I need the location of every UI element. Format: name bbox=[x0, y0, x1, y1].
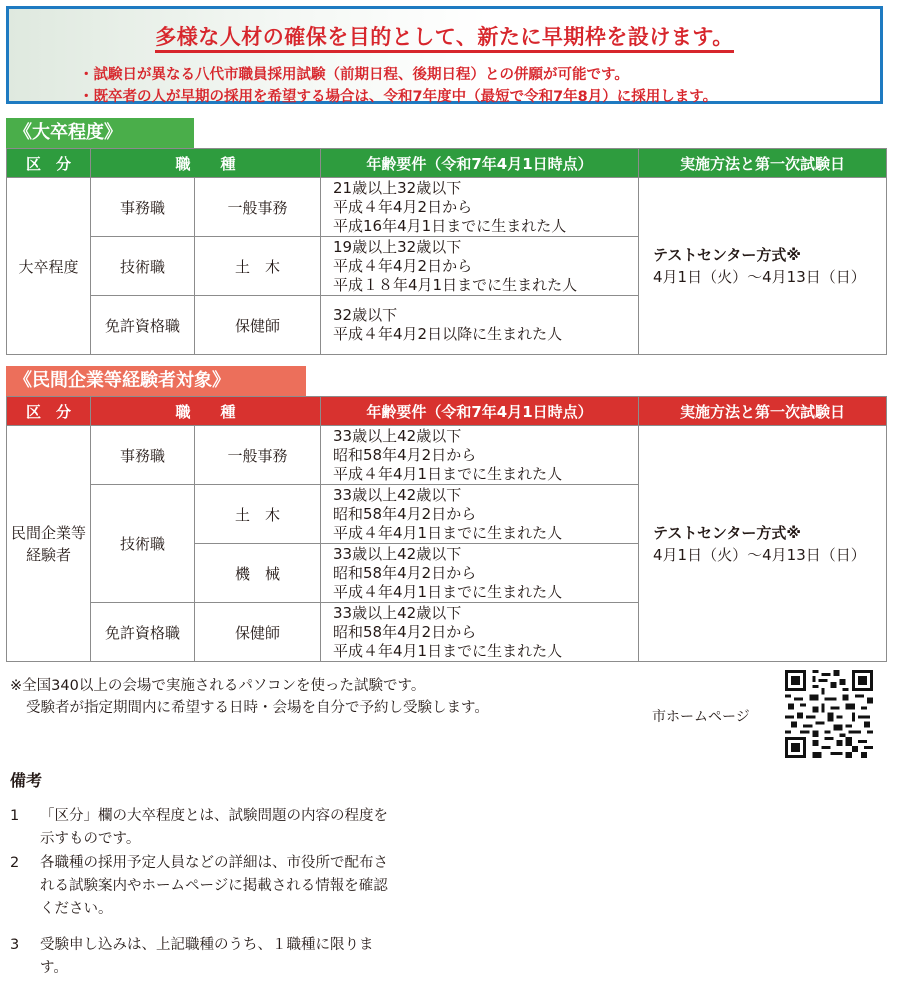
table-header-row bbox=[7, 397, 887, 426]
age-requirement-cell bbox=[321, 603, 639, 662]
job-type-cell: 保健師 bbox=[195, 296, 321, 355]
age-requirement-cell bbox=[321, 544, 639, 603]
req-line: 32歳以下 bbox=[333, 306, 398, 324]
remark-number: 3 bbox=[10, 937, 20, 953]
req-line: 33歳以上42歳以下 bbox=[333, 485, 462, 504]
remark-text: 受験申し込みは、上記職種のうち、１職種に限ります。 bbox=[40, 937, 374, 976]
job-group-cell: 技術職 bbox=[91, 485, 195, 603]
age-requirement-cell bbox=[321, 426, 639, 485]
req-line: 平成４年4月2日以降に生まれた人 bbox=[333, 325, 563, 343]
homepage-label: 市ホームページ bbox=[652, 709, 750, 725]
job-type-cell: 一般事務 bbox=[195, 426, 321, 485]
job-type-cell: 土 木 bbox=[195, 485, 321, 544]
age-requirement-cell bbox=[321, 296, 639, 355]
header-category: 区 分 bbox=[7, 397, 91, 426]
req-line: 昭和58年4月2日から bbox=[333, 504, 477, 523]
banner-line-2: ・既卒者の人が早期の採用を希望する場合は、令和7年度中（最短で令和7年8月）に採用します。 bbox=[79, 89, 718, 105]
header-method: 実施方法と第一次試験日 bbox=[639, 397, 887, 426]
category-line: 経験者 bbox=[25, 545, 71, 564]
req-line: 平成４年4月1日までに生まれた人 bbox=[333, 464, 563, 483]
req-line: 平成４年4月2日から bbox=[333, 197, 473, 216]
req-line: 昭和58年4月2日から bbox=[333, 622, 477, 641]
job-group-cell: 事務職 bbox=[91, 178, 195, 237]
header-category: 区 分 bbox=[7, 149, 91, 178]
section-tab-private-sector: 《民間企業等経験者対象》 bbox=[6, 366, 306, 396]
req-line: 平成16年4月1日までに生まれた人 bbox=[333, 216, 567, 235]
remarks-title: 備考 bbox=[10, 771, 43, 790]
req-line: 33歳以上42歳以下 bbox=[333, 603, 462, 622]
age-requirement-cell bbox=[321, 178, 639, 237]
req-line: 昭和58年4月2日から bbox=[333, 563, 477, 582]
private-sector-table bbox=[6, 396, 887, 662]
job-group-cell: 免許資格職 bbox=[91, 296, 195, 355]
req-line: 21歳以上32歳以下 bbox=[333, 178, 462, 197]
header-job-type: 職 種 bbox=[91, 149, 321, 178]
req-line: 33歳以上42歳以下 bbox=[333, 544, 462, 563]
qr-code-icon[interactable] bbox=[785, 670, 873, 758]
banner-title: 多様な人材の確保を目的として、新たに早期枠を設けます。 bbox=[9, 21, 880, 51]
table-header-row bbox=[7, 149, 887, 178]
university-table bbox=[6, 148, 887, 355]
method-name: テストセンター方式※ bbox=[653, 523, 801, 542]
job-type-cell: 一般事務 bbox=[195, 178, 321, 237]
table-row bbox=[7, 178, 887, 237]
req-line: 平成４年4月1日までに生まれた人 bbox=[333, 582, 563, 601]
footnote-line-2: 受験者が指定期間内に希望する日時・会場を自分で予約し受験します。 bbox=[26, 700, 489, 716]
age-requirement-cell bbox=[321, 485, 639, 544]
job-group-cell: 免許資格職 bbox=[91, 603, 195, 662]
req-line: 昭和58年4月2日から bbox=[333, 445, 477, 464]
job-type-cell: 機 械 bbox=[195, 544, 321, 603]
category-line: 民間企業等 bbox=[10, 523, 86, 542]
job-type-cell: 保健師 bbox=[195, 603, 321, 662]
table-row bbox=[7, 426, 887, 485]
header-job-type: 職 種 bbox=[91, 397, 321, 426]
remark-text: 「区分」欄の大卒程度とは、試験問題の内容の程度を示すものです。 bbox=[40, 808, 388, 847]
req-line: 平成４年4月2日から bbox=[333, 256, 473, 275]
remark-text: 各職種の採用予定人員などの詳細は、市役所で配布される試験案内やホームページに掲載される情報を確認ください。 bbox=[40, 855, 388, 917]
req-line: 平成４年4月1日までに生まれた人 bbox=[333, 641, 563, 660]
age-requirement-cell bbox=[321, 237, 639, 296]
announcement-banner bbox=[6, 6, 883, 104]
category-cell: 大卒程度 bbox=[7, 178, 91, 355]
header-method: 実施方法と第一次試験日 bbox=[639, 149, 887, 178]
req-line: 33歳以上42歳以下 bbox=[333, 426, 462, 445]
job-group-cell: 技術職 bbox=[91, 237, 195, 296]
remark-number: 1 bbox=[10, 808, 20, 824]
category-cell bbox=[7, 426, 91, 662]
method-cell bbox=[639, 426, 887, 662]
method-name: テストセンター方式※ bbox=[653, 246, 801, 264]
exam-date: 4月1日（火）～4月13日（日） bbox=[653, 545, 866, 564]
req-line: 平成１８年4月1日までに生まれた人 bbox=[333, 275, 578, 294]
job-group-cell: 事務職 bbox=[91, 426, 195, 485]
section-tab-university: 《大卒程度》 bbox=[6, 118, 194, 148]
remark-number: 2 bbox=[10, 855, 20, 871]
header-age-requirement: 年齢要件（令和7年4月1日時点） bbox=[321, 397, 639, 426]
footnote-line-1: ※全国340以上の会場で実施されるパソコンを使った試験です。 bbox=[10, 678, 426, 694]
method-cell bbox=[639, 178, 887, 355]
job-type-cell: 土 木 bbox=[195, 237, 321, 296]
banner-line-1: ・試験日が異なる八代市職員採用試験（前期日程、後期日程）との併願が可能です。 bbox=[79, 67, 629, 83]
req-line: 平成４年4月1日までに生まれた人 bbox=[333, 523, 563, 542]
header-age-requirement: 年齢要件（令和7年4月1日時点） bbox=[321, 149, 639, 178]
exam-date: 4月1日（火）～4月13日（日） bbox=[653, 268, 866, 286]
req-line: 19歳以上32歳以下 bbox=[333, 237, 462, 256]
